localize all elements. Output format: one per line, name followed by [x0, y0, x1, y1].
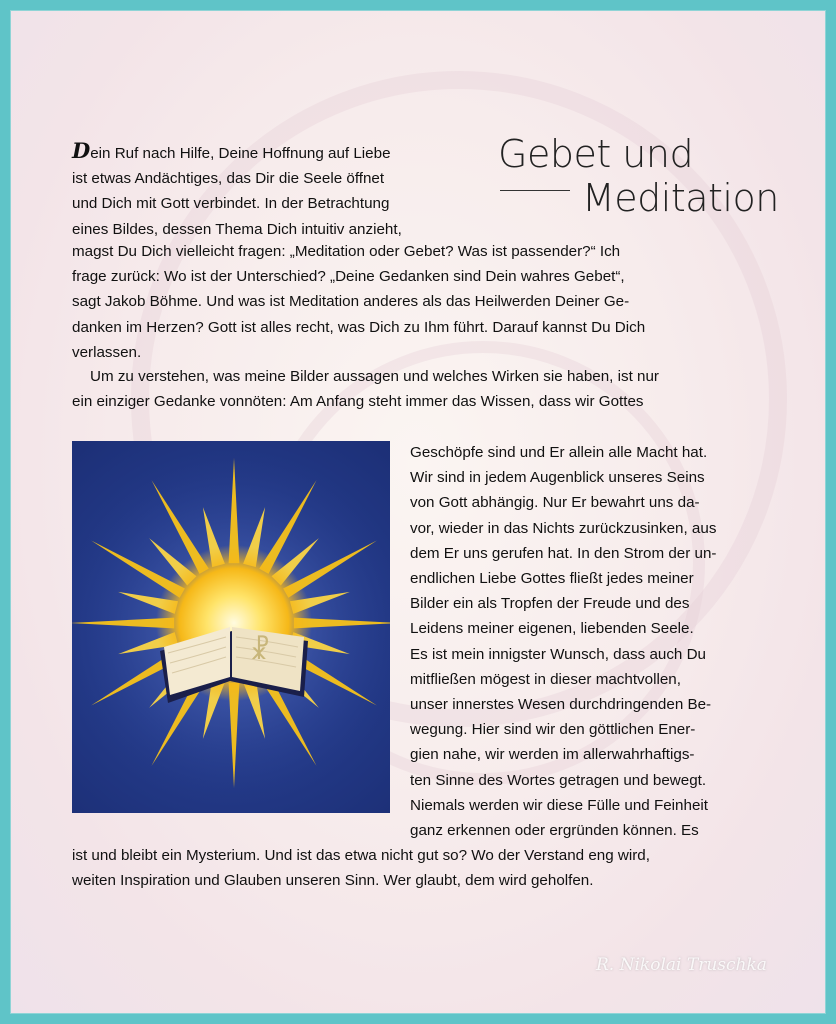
text-line: unser innerstes Wesen durchdringenden Be- — [410, 696, 712, 714]
text-line: endlichen Liebe Gottes fließt jedes meiner — [410, 570, 694, 588]
artist-signature-watermark: R. Nikolai Truschka — [596, 955, 767, 975]
sun-book-illustration — [72, 441, 390, 813]
text-line: ist etwas Andächtiges, das Dir die Seele öffnet — [72, 170, 385, 188]
page-title — [498, 132, 779, 220]
text-line: Bilder ein als Tropfen der Freude und des — [410, 595, 690, 613]
sun-icon — [72, 441, 390, 813]
text-line: ein einziger Gedanke vonnöten: Am Anfang steht immer das Wissen, dass wir Gottes — [72, 393, 644, 411]
text-line: mitfließen mögest in dieser machtvollen, — [410, 670, 681, 688]
chi-rho-symbol: ☧ — [249, 636, 271, 666]
drop-cap: D — [72, 138, 91, 163]
text-line: frage zurück: Wo ist der Unterschied? „Deine Gedanken sind Dein wahres Gebet“, — [72, 268, 625, 286]
text-line: sagt Jakob Böhme. Und was ist Meditation anderes als das Heilwerden Deiner Ge- — [72, 293, 630, 311]
text-line: gien nahe, wir werden im allerwahrhaftigs- — [410, 746, 695, 764]
intro-paragraph — [72, 138, 468, 242]
second-paragraph-end — [72, 843, 766, 893]
second-paragraph-start — [72, 364, 766, 414]
text-line: Es ist mein innigster Wunsch, dass auch Du — [410, 645, 707, 663]
text-line: vor, wieder in das Nichts zurückzusinken, aus — [410, 519, 717, 537]
title-line-2: Meditation — [582, 176, 779, 220]
text-line: danken im Herzen? Gott ist alles recht, was Dich zu Ihm führt. Darauf kannst Du Dich — [72, 318, 646, 336]
text-fragment: ein Ruf nach Hilfe, Deine Hoffnung auf Liebe — [90, 145, 391, 162]
text-line: ist und bleibt ein Mysterium. Und ist das etwa nicht gut so? Wo der Verstand eng wird, — [72, 847, 650, 864]
title-line-1: Gebet und — [498, 132, 694, 176]
text-line: wegung. Hier sind wir den göttlichen Ener- — [410, 721, 696, 739]
text-line: ganz erkennen oder ergründen können. Es — [410, 822, 699, 840]
text-line: eines Bildes, dessen Thema Dich intuitiv anzieht, — [72, 220, 402, 238]
text-line: Wir sind in jedem Augenblick unseres Seins — [410, 469, 705, 487]
intro-paragraph-continuation — [72, 239, 766, 365]
text-line: Niemals werden wir diese Fülle und Feinheit — [410, 796, 708, 814]
text-line: dem Er uns gerufen hat. In den Strom der un- — [410, 544, 717, 562]
text-line: und Dich mit Gott verbindet. In der Betrachtung — [72, 195, 390, 213]
text-line — [72, 138, 468, 166]
text-line: Um zu verstehen, was meine Bilder aussagen und welches Wirken sie haben, ist nur — [90, 368, 659, 385]
text-line: ten Sinne des Wortes getragen und bewegt. — [410, 771, 707, 789]
text-line: verlassen. — [72, 343, 142, 361]
text-line: Geschöpfe sind und Er allein alle Macht hat. — [410, 444, 708, 461]
second-paragraph-beside-image — [410, 440, 766, 843]
text-line: weiten Inspiration und Glauben unseren Sinn. Wer glaubt, dem wird geholfen. — [72, 872, 594, 890]
title-divider — [500, 190, 570, 191]
text-line: Leidens meiner eigenen, liebenden Seele. — [410, 620, 694, 638]
text-line: von Gott abhängig. Nur Er bewahrt uns da- — [410, 494, 700, 512]
text-line: magst Du Dich vielleicht fragen: „Meditation oder Gebet? Was ist passender?“ Ich — [72, 243, 621, 260]
